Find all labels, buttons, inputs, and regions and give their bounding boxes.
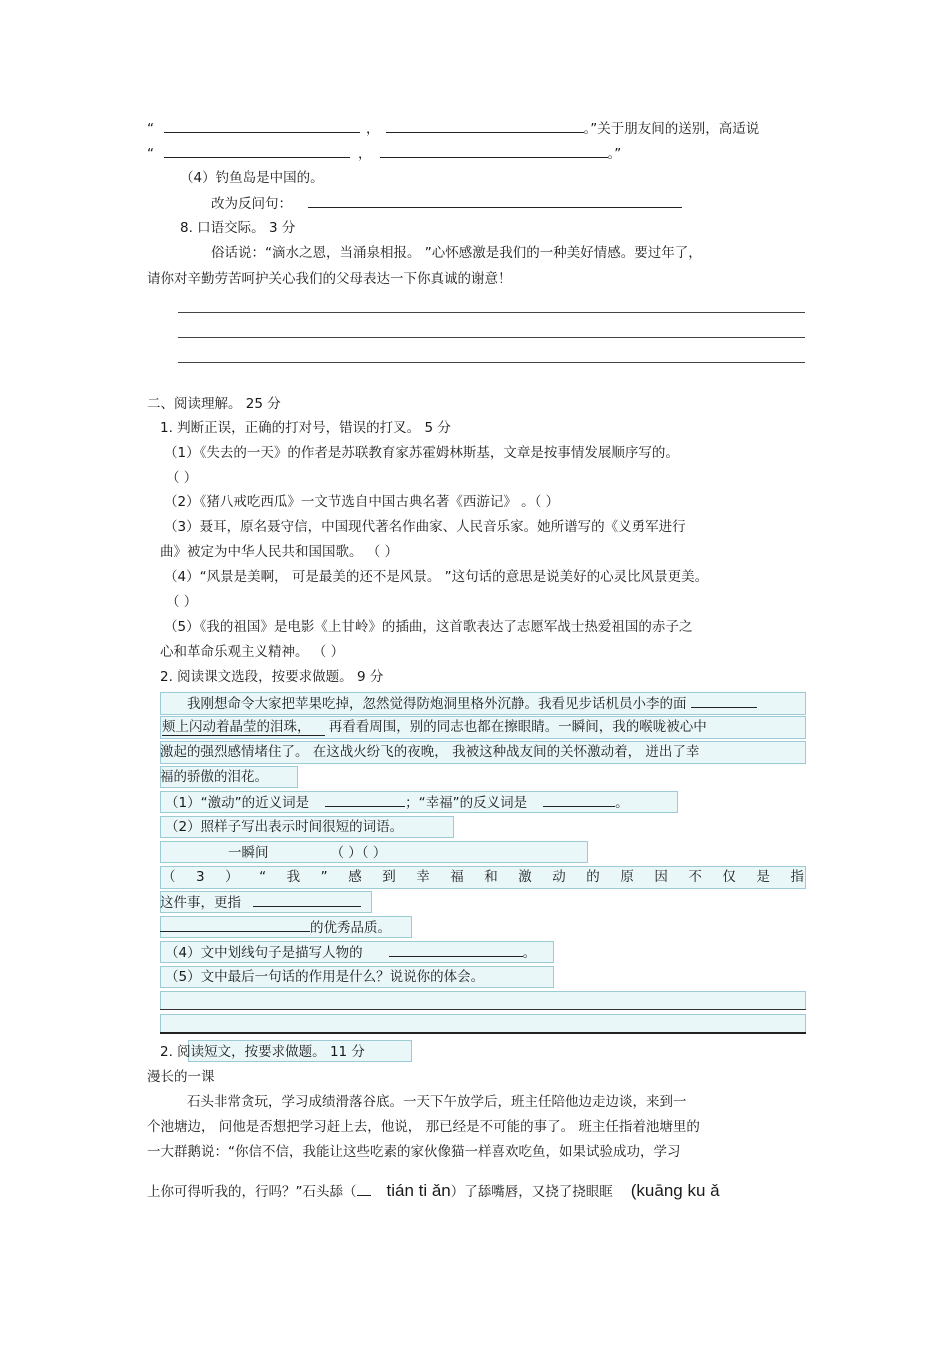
- q3-char: 福: [450, 869, 464, 885]
- answer-box[interactable]: [160, 1014, 806, 1033]
- q1-text: 。: [615, 795, 629, 811]
- story-line-1: 石头非常贪玩，学习成绩滑落谷底。一天下午放学后，班主任陪他边走边谈，来到一: [187, 1094, 687, 1110]
- judge-item-5-cont: 心和革命乐观主义精神。 （ ）: [160, 644, 345, 660]
- story-line-2: 个池塘边， 问他是否想把学习赶上去，他说， 那已经是不可能的事了。 班主任指着池塘里的: [147, 1119, 700, 1135]
- answer-blank[interactable]: [380, 144, 608, 158]
- judge-item-1: （1）《失去的一天》的作者是苏联教育家苏霍姆林斯基，文章是按事情发展顺序写的。: [164, 445, 679, 461]
- rhetorical-question-row: [211, 194, 682, 213]
- q3-char: （: [162, 869, 176, 885]
- q2-example-row: [228, 844, 386, 862]
- q3-char: 的: [586, 869, 600, 885]
- answer-blank[interactable]: [164, 144, 350, 158]
- q2-answer-slots[interactable]: （ ）（ ）: [330, 845, 387, 861]
- passage-line-2: [162, 718, 707, 736]
- q3-char: 3: [196, 869, 205, 885]
- answer-blank[interactable]: [160, 918, 310, 932]
- answer-box[interactable]: [160, 991, 806, 1010]
- answer-blank[interactable]: [253, 893, 361, 907]
- farewell-tail-text: 。”: [607, 146, 622, 162]
- q3-char: 指: [790, 869, 804, 885]
- q3-line-3: [160, 918, 391, 937]
- comma: ，: [358, 146, 372, 162]
- q4-text: （4）文中划线句子是描写人物的: [165, 945, 363, 961]
- answer-blank[interactable]: [308, 194, 682, 208]
- answer-blank[interactable]: [691, 694, 757, 708]
- q3-char: 感: [348, 869, 362, 885]
- pinyin-text: (kuāng ku ǎ: [630, 1181, 720, 1200]
- q4-text: 。: [522, 945, 537, 961]
- answer-blank[interactable]: [357, 1182, 371, 1196]
- judge-item-5: （5）《我的祖国》是电影《上甘岭》的插曲，这首歌表达了志愿军战士热爱祖国的赤子之: [164, 619, 693, 635]
- q3-char: 动: [552, 869, 566, 885]
- rhetorical-prompt: 改为反问句：: [211, 196, 292, 212]
- farewell-line-1: [147, 119, 759, 138]
- passage-line-4: 福的骄傲的泪花。: [160, 769, 268, 785]
- story-text: 上你可得听我的，行吗？”石头舔（: [147, 1184, 357, 1200]
- q5-text: （5）文中最后一句话的作用是什么？说说你的体会。: [165, 969, 485, 985]
- section2-title: 二、阅读理解。 25 分: [147, 396, 281, 412]
- judge-answer-4[interactable]: （ ）: [166, 594, 198, 610]
- q1-text: ；“幸福”的反义词是: [405, 795, 528, 811]
- farewell-tail-text: 。”关于朋友间的送别，高适说: [583, 121, 760, 137]
- q8-title: 8. 口语交际。 3 分: [180, 220, 296, 236]
- story-line-3: 一大群鹅说：“你信不信，我能让这些吃素的家伙像猫一样喜欢吃鱼，如果试验成功，学习: [147, 1144, 681, 1160]
- story-text: ）了舔嘴唇，又挠了挠眼眶: [450, 1184, 613, 1200]
- answer-blank[interactable]: [325, 793, 405, 807]
- passage-line-3: 激起的强烈感情堵住了。 在这战火纷飞的夜晚， 我被这种战友间的关怀激动着， 迸出了幸: [160, 744, 700, 760]
- q3-text: 的优秀品质。: [310, 920, 391, 936]
- passage-line-1: [187, 694, 757, 713]
- q1-synonym-antonym: [165, 793, 629, 812]
- q3-char: 不: [688, 869, 702, 885]
- story-title: 漫长的一课: [147, 1069, 215, 1085]
- q3-line-1: [162, 868, 804, 886]
- q3-char: 和: [484, 869, 498, 885]
- q3-char: ）: [225, 869, 239, 885]
- q3-char: 仅: [722, 869, 736, 885]
- reading-q2-title: 2. 阅读课文选段，按要求做题。 9 分: [160, 669, 384, 685]
- answer-line[interactable]: [160, 1009, 806, 1010]
- judge-item-2: （2）《猪八戒吃西瓜》一文节选自中国古典名著《西游记》 。（ ）: [164, 494, 560, 510]
- answer-line[interactable]: [178, 312, 805, 313]
- answer-blank[interactable]: [389, 943, 523, 957]
- judge-item-3-cont: 曲》被定为中华人民共和国国歌。 （ ）: [160, 544, 399, 560]
- q3-char: ”: [320, 869, 328, 885]
- q3-char: “: [259, 869, 267, 885]
- q3-char: 幸: [416, 869, 430, 885]
- open-quote: “: [147, 121, 154, 137]
- passage-text: 我刚想命令大家把苹果吃掉，忽然觉得防炮洞里格外沉静。我看见步话机员小李的面: [187, 696, 687, 712]
- judge-answer-1[interactable]: （ ）: [166, 470, 198, 486]
- q4-row: [165, 943, 536, 962]
- q7-4-text: （4）钓鱼岛是中国的。: [180, 170, 324, 186]
- passage-text: 再看看周围，别的同志也都在擦眼睛。一瞬间，我的喉咙被心中: [324, 719, 707, 735]
- underlined-sentence: 颊上闪动着晶莹的泪珠，: [162, 719, 325, 736]
- q2-text: （2）照样子写出表示时间很短的词语。: [165, 819, 404, 835]
- answer-blank[interactable]: [164, 119, 360, 133]
- q3-char: 原: [620, 869, 634, 885]
- answer-line[interactable]: [178, 337, 805, 338]
- judge-item-3: （3）聂耳，原名聂守信，中国现代著名作曲家、人民音乐家。她所谱写的《义勇军进行: [164, 519, 686, 535]
- q3-char: 因: [654, 869, 668, 885]
- q1-text: （1）“激动”的近义词是: [165, 795, 310, 811]
- q3-char: 是: [756, 869, 770, 885]
- q3-text: 这件事，更指: [160, 895, 241, 911]
- judge-item-4: （4）“风景是美啊， 可是最美的还不是风景。 ”这句话的意思是说美好的心灵比风景更美。: [164, 569, 709, 585]
- story-line-4: [147, 1182, 720, 1201]
- q3-char: 到: [382, 869, 396, 885]
- judge-title: 1. 判断正误，正确的打对号，错误的打叉。 5 分: [160, 420, 451, 436]
- answer-blank[interactable]: [543, 793, 615, 807]
- q3-char: 我: [286, 869, 301, 885]
- q8-para-2: 请你对辛勤劳苦呵护关心我们的父母表达一下你真诚的谢意！: [147, 271, 512, 287]
- comma: ，: [366, 121, 380, 137]
- q3-line-2: [160, 893, 361, 912]
- answer-blank[interactable]: [386, 119, 584, 133]
- pinyin-text: tián ti ǎn: [386, 1181, 451, 1200]
- q2-example: 一瞬间: [228, 845, 269, 861]
- farewell-line-2: [147, 144, 621, 163]
- answer-line[interactable]: [160, 1032, 806, 1034]
- answer-line[interactable]: [178, 362, 805, 363]
- section3-title: 2. 阅读短文，按要求做题。 11 分: [160, 1044, 365, 1060]
- q3-char: 激: [518, 869, 532, 885]
- open-quote: “: [147, 146, 154, 162]
- q8-para-1: 俗话说：“滴水之恩，当涌泉相报。 ”心怀感激是我们的一种美好情感。要过年了，: [211, 245, 702, 261]
